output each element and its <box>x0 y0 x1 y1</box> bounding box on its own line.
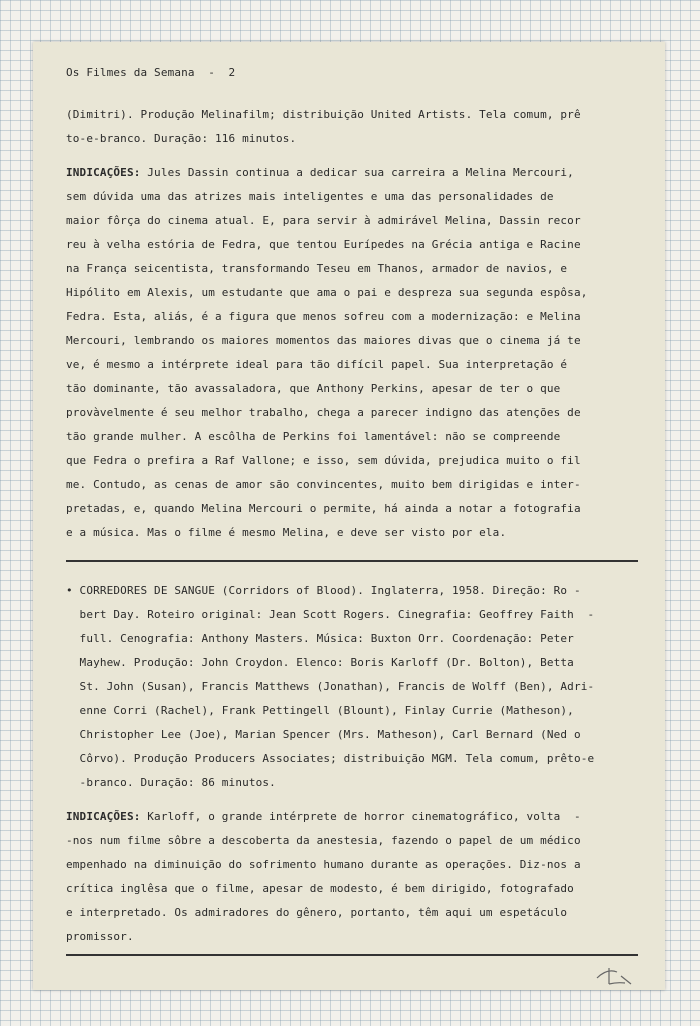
text-line: Karloff, o grande intérprete de horror cinematográfico, volta - <box>140 810 581 823</box>
handwritten-initials-mark <box>595 964 635 986</box>
indicacoes-label: INDICAÇÕES: <box>66 166 141 179</box>
text-line: Côrvo). Produção Producers Associates; distribuição MGM. Tela comum, prêto-e <box>66 752 595 765</box>
indicacoes-paragraph-first-line <box>66 166 574 180</box>
film-entry-heading: • CORREDORES DE SANGUE (Corridors of Blood). Inglaterra, 1958. Direção: Ro - <box>66 584 581 597</box>
text-line: Mayhew. Produção: John Croydon. Elenco: Boris Karloff (Dr. Bolton), Betta <box>66 656 574 669</box>
text-line: me. Contudo, as cenas de amor são convincentes, muito bem dirigidas e inter- <box>66 478 581 491</box>
text-line: full. Cenografia: Anthony Masters. Música: Buxton Orr. Coordenação: Peter <box>66 632 574 645</box>
text-line: enne Corri (Rachel), Frank Pettingell (Blount), Finlay Currie (Matheson), <box>66 704 574 717</box>
text-line: Jules Dassin continua a dedicar sua carreira a Melina Mercouri, <box>140 166 574 179</box>
text-line: Christopher Lee (Joe), Marian Spencer (Mrs. Matheson), Carl Bernard (Ned o <box>66 728 581 741</box>
text-line: to-e-branco. Duração: 116 minutos. <box>66 132 297 145</box>
typewritten-page <box>33 42 665 990</box>
text-line: maior fôrça do cinema atual. E, para servir à admirável Melina, Dassin recor <box>66 214 581 227</box>
text-line: (Dimitri). Produção Melinafilm; distribuição United Artists. Tela comum, prê <box>66 108 581 121</box>
text-line: pretadas, e, quando Melina Mercouri o permite, há ainda a notar a fotografia <box>66 502 581 515</box>
text-line: -branco. Duração: 86 minutos. <box>66 776 276 789</box>
section-divider <box>66 954 638 956</box>
section-divider <box>66 560 638 562</box>
text-line: reu à velha estória de Fedra, que tentou Eurípedes na Grécia antiga e Racine <box>66 238 581 251</box>
page-header: Os Filmes da Semana - 2 <box>66 66 236 79</box>
indicacoes-paragraph-first-line <box>66 810 581 824</box>
text-line: tão grande mulher. A escôlha de Perkins foi lamentável: não se compreende <box>66 430 561 443</box>
text-line: na França seicentista, transformando Teseu em Thanos, armador de navios, e <box>66 262 568 275</box>
text-line: tão dominante, tão avassaladora, que Anthony Perkins, apesar de ter o que <box>66 382 561 395</box>
text-line: crítica inglêsa que o filme, apesar de modesto, é bem dirigido, fotografado <box>66 882 574 895</box>
text-line: bert Day. Roteiro original: Jean Scott Rogers. Cinegrafia: Geoffrey Faith - <box>66 608 595 621</box>
text-line: -nos num filme sôbre a descoberta da anestesia, fazendo o papel de um médico <box>66 834 581 847</box>
text-line: St. John (Susan), Francis Matthews (Jonathan), Francis de Wolff (Ben), Adri- <box>66 680 595 693</box>
text-line: e a música. Mas o filme é mesmo Melina, e deve ser visto por ela. <box>66 526 507 539</box>
text-line: Hipólito em Alexis, um estudante que ama o pai e despreza sua segunda espôsa, <box>66 286 588 299</box>
text-line: Mercouri, lembrando os maiores momentos das maiores divas que o cinema já te <box>66 334 581 347</box>
text-line: provàvelmente é seu melhor trabalho, chega a parecer indigno das atenções de <box>66 406 581 419</box>
text-line: promissor. <box>66 930 134 943</box>
text-line: e interpretado. Os admiradores do gênero, portanto, têm aqui um espetáculo <box>66 906 568 919</box>
text-line: sem dúvida uma das atrizes mais inteligentes e uma das personalidades de <box>66 190 554 203</box>
text-line: que Fedra o prefira a Raf Vallone; e isso, sem dúvida, prejudica muito o fil <box>66 454 581 467</box>
text-line: empenhado na diminuição do sofrimento humano durante as operações. Diz-nos a <box>66 858 581 871</box>
text-line: ve, é mesmo a intérprete ideal para tão difícil papel. Sua interpretação é <box>66 358 568 371</box>
indicacoes-label: INDICAÇÕES: <box>66 810 141 823</box>
text-line: Fedra. Esta, aliás, é a figura que menos sofreu com a modernização: e Melina <box>66 310 581 323</box>
